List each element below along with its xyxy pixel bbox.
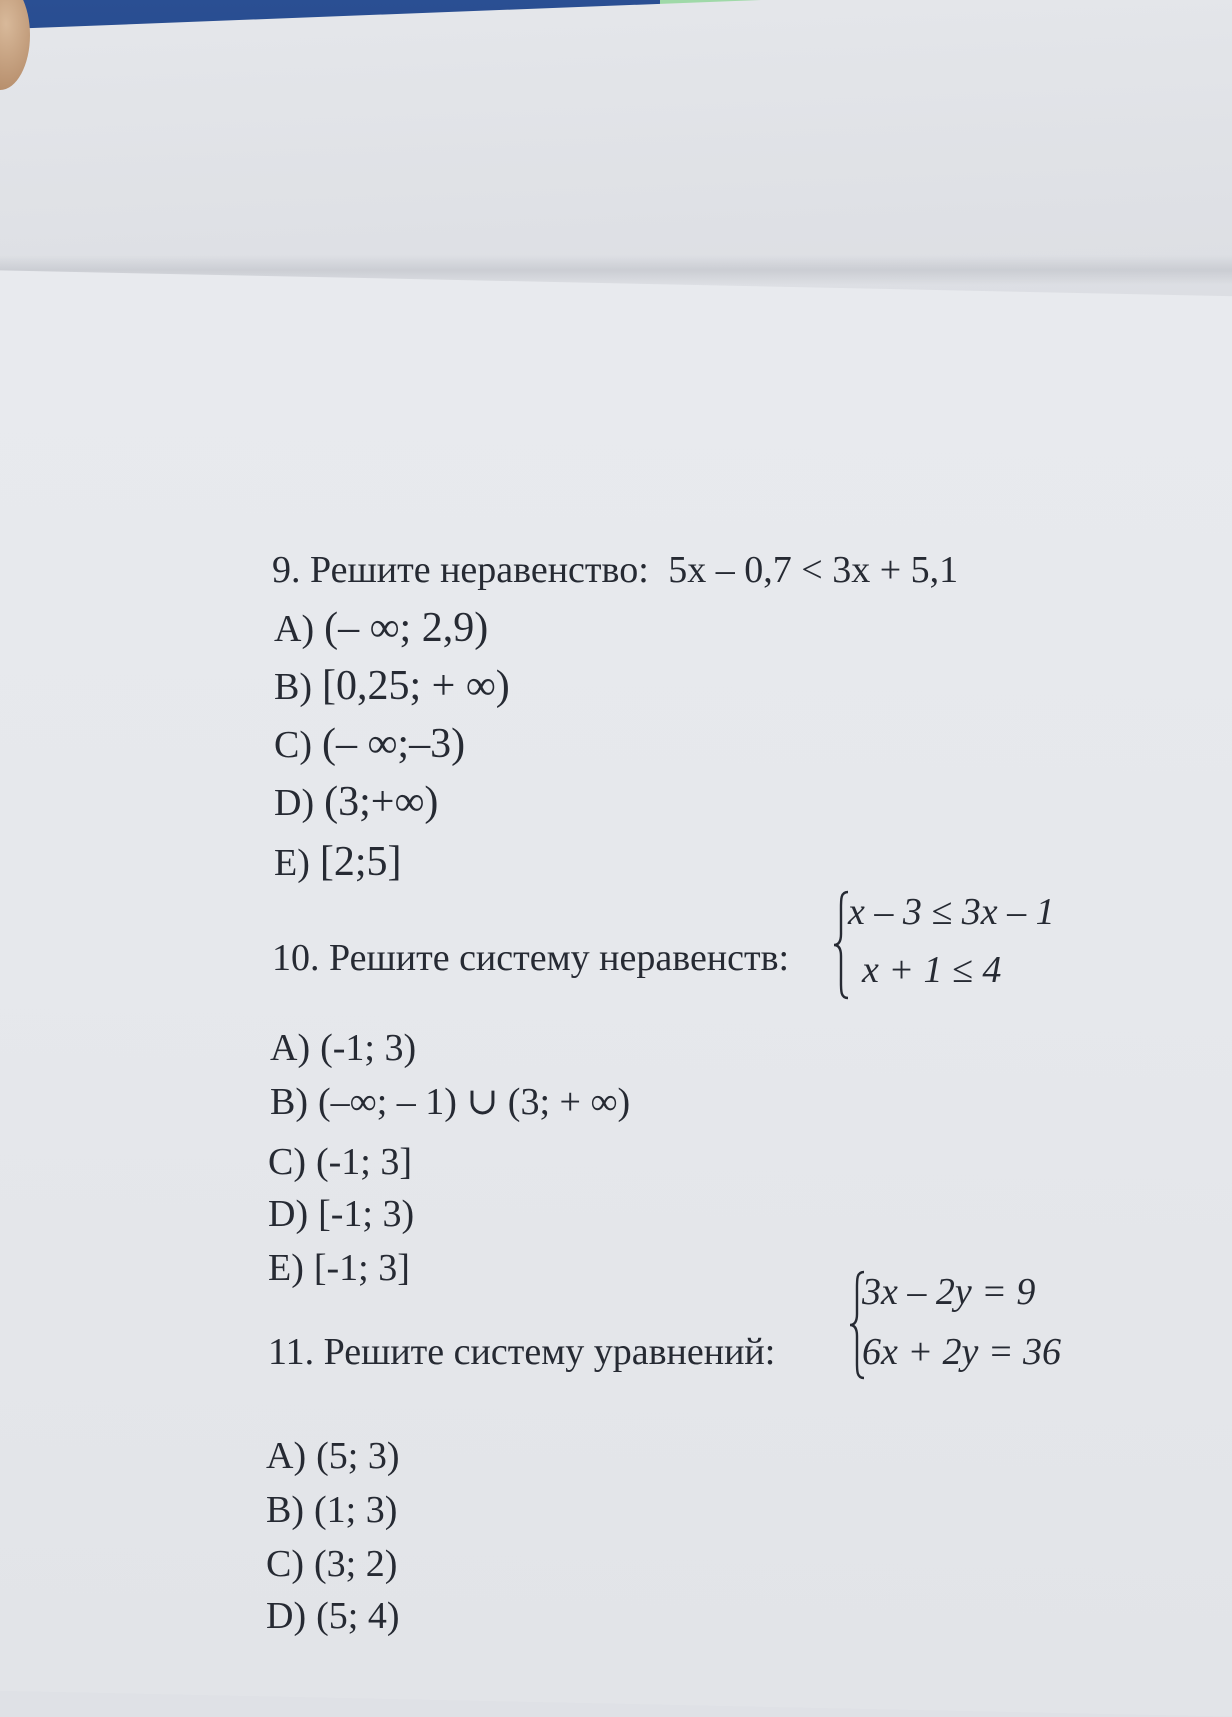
option-value: [-1; 3) <box>318 1193 415 1235</box>
q11-system-line-1: 3x – 2y = 9 <box>862 1271 1036 1313</box>
option-value: (-1; 3] <box>316 1141 413 1183</box>
q10-system-line-1: x – 3 ≤ 3x – 1 <box>848 891 1055 933</box>
option-label: E) <box>274 842 310 884</box>
option-value: (-1; 3) <box>320 1027 417 1069</box>
option-label: A) <box>274 608 315 650</box>
q9-option-b <box>274 664 510 709</box>
option-value: (5; 4) <box>316 1595 400 1637</box>
q11-system <box>848 1270 1108 1390</box>
option-value: (–∞; – 1) ∪ (3; + ∞) <box>318 1081 631 1123</box>
option-label: B) <box>266 1489 304 1531</box>
q9-option-c <box>274 722 465 767</box>
option-label: B) <box>274 666 312 708</box>
q9-option-a <box>274 606 488 651</box>
q10-system <box>832 890 1092 1010</box>
q9-option-d <box>274 780 438 825</box>
q10-system-line-2: x + 1 ≤ 4 <box>862 949 1002 991</box>
q9-title-line <box>272 548 958 592</box>
option-label: E) <box>268 1247 304 1289</box>
q11-option-b <box>266 1488 397 1532</box>
option-value: (3; 2) <box>314 1543 398 1585</box>
option-value: (5; 3) <box>316 1435 400 1477</box>
option-label: A) <box>266 1435 307 1477</box>
option-value: (3;+∞) <box>324 779 439 825</box>
option-label: D) <box>268 1193 309 1235</box>
option-label: C) <box>268 1141 306 1183</box>
q11-title: 11. Решите систему уравнений: <box>268 1331 776 1373</box>
q9-expression: 5x – 0,7 < 3x + 5,1 <box>668 549 959 591</box>
option-label: D) <box>274 782 315 824</box>
option-value: [-1; 3] <box>313 1247 410 1289</box>
option-value: (– ∞; 2,9) <box>324 605 489 651</box>
option-label: D) <box>266 1595 307 1637</box>
option-value: (1; 3) <box>314 1489 398 1531</box>
option-label: A) <box>270 1027 311 1069</box>
option-value: [0,25; + ∞) <box>322 663 510 709</box>
option-value: [2;5] <box>319 839 402 885</box>
q9-title: 9. Решите неравенство: <box>272 549 649 591</box>
q11-option-c <box>266 1542 397 1586</box>
option-label: C) <box>266 1543 304 1585</box>
option-label: C) <box>274 724 312 766</box>
q10-option-b <box>270 1080 630 1124</box>
q10-option-d <box>268 1192 414 1236</box>
q11-option-a <box>266 1434 399 1478</box>
option-value: (– ∞;–3) <box>322 721 466 767</box>
q10-option-e <box>268 1246 410 1290</box>
q9-option-e <box>274 840 402 885</box>
q10-option-c <box>268 1140 412 1184</box>
q10-title: 10. Решите систему неравенств: <box>272 937 790 979</box>
q11-system-line-2: 6x + 2y = 36 <box>862 1331 1062 1373</box>
option-label: B) <box>270 1081 308 1123</box>
q10-option-a <box>270 1026 416 1070</box>
q11-option-d <box>266 1594 399 1638</box>
